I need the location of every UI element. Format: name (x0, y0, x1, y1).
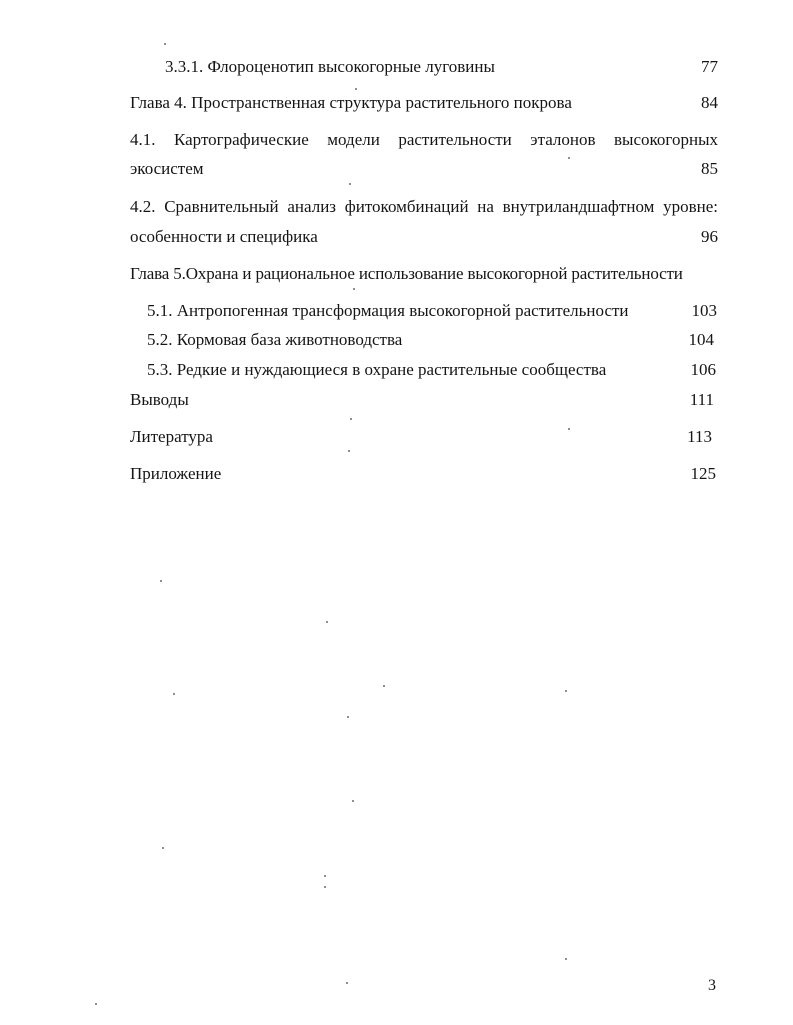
toc-entry-page: 103 (691, 301, 717, 320)
toc-entry-page: 85 (701, 159, 718, 178)
toc-entry-title: Выводы (130, 390, 189, 409)
toc-literature (130, 427, 712, 447)
toc-entry-title: Литература (130, 427, 213, 446)
toc-entry-title: особенности и специфика (130, 227, 318, 246)
toc-entry-page: 111 (689, 390, 714, 409)
scan-speck (324, 886, 326, 888)
toc-entry-3-3-1 (165, 57, 718, 77)
toc-entry-page: 96 (701, 227, 718, 246)
toc-entry-title: 5.2. Кормовая база животноводства (147, 330, 403, 349)
toc-section-4-2-line1: 4.2. Сравнительный анализ фитокомбинаций на внутриландшафтном уровне: (130, 197, 718, 216)
toc-entry-title: Приложение (130, 464, 222, 483)
toc-entry-page: 84 (701, 93, 718, 112)
toc-section-4-1-line1: 4.1. Картографические модели растительности эталонов высокогорных (130, 130, 718, 149)
scan-speck (162, 847, 164, 849)
scan-speck (353, 288, 355, 290)
toc-section-4-2-line2 (130, 227, 718, 247)
toc-entry-title: 5.1. Антропогенная трансформация высокогорной растительности (147, 301, 629, 320)
toc-chapter-4 (130, 93, 718, 113)
scan-speck (352, 800, 354, 802)
toc-section-4-1-line2 (130, 159, 718, 179)
scan-speck (383, 685, 385, 687)
toc-entry-title: 3.3.1. Флороценотип высокогорные луговины (165, 57, 495, 76)
scan-speck (349, 183, 351, 185)
toc-entry-page: 106 (690, 360, 716, 379)
scan-speck (568, 157, 570, 159)
toc-entry-page: 125 (690, 464, 716, 483)
toc-entry-page: 104 (688, 330, 714, 349)
toc-entry-title: экосистем (130, 159, 204, 178)
toc-appendix (130, 464, 716, 484)
scan-speck (160, 580, 162, 582)
scan-speck (173, 693, 175, 695)
scan-speck (324, 875, 326, 877)
scan-speck (350, 418, 352, 420)
toc-conclusions (130, 390, 714, 410)
toc-entry-title: Глава 5.Охрана и рациональное использование высокогорной растительности (130, 264, 683, 283)
page-number: 3 (708, 977, 716, 994)
scan-speck (565, 958, 567, 960)
toc-entry-page: 113 (687, 427, 712, 446)
scan-speck (347, 716, 349, 718)
scan-speck (95, 1003, 97, 1005)
toc-section-5-1 (147, 301, 717, 321)
toc-entry-title: Глава 4. Пространственная структура растительного покрова (130, 93, 572, 112)
scan-speck (565, 690, 567, 692)
toc-entry-page: 77 (701, 57, 718, 76)
scan-speck (568, 428, 570, 430)
toc-chapter-5 (130, 264, 720, 284)
scan-speck (355, 88, 357, 90)
scan-speck (348, 450, 350, 452)
toc-entry-title: 5.3. Редкие и нуждающиеся в охране растительные сообщества (147, 360, 607, 379)
scan-speck (346, 982, 348, 984)
scan-speck (326, 621, 328, 623)
scan-speck (164, 43, 166, 45)
toc-section-5-2 (147, 330, 714, 350)
toc-section-5-3 (147, 360, 716, 380)
